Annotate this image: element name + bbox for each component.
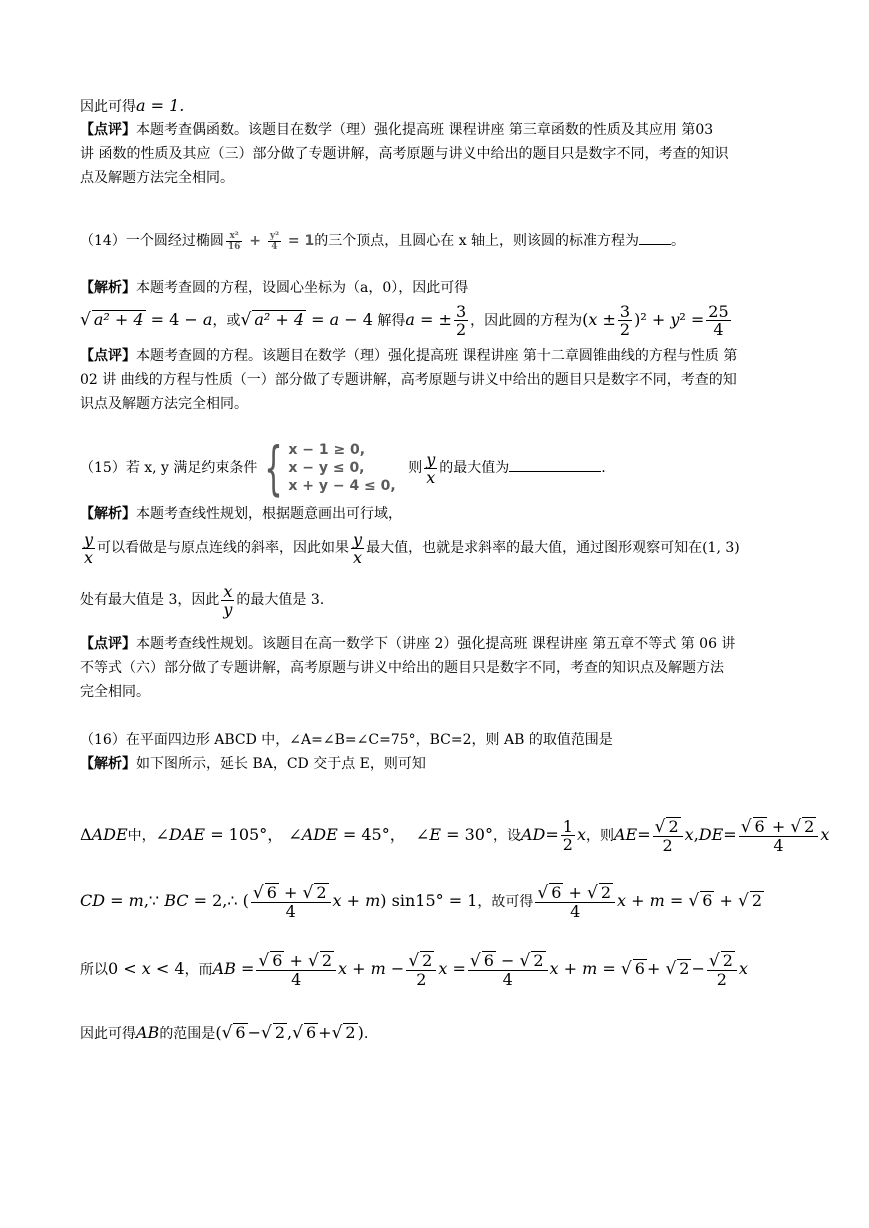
question-15: （15）若 x, y 满足约束条件 { x − 1 ≥ 0, x − y ≤ 0, x + y − 4 ≤ 0, 则 $\frac{y}{x}$ 的最大值为 .: [80, 434, 606, 502]
derivation-16-line3: 所以0 < x < 4，而AB = $\frac{√ 6 + √ 2}{4}$ x + m − $\frac{√ 2}{2}$ x = $\frac{√ 6 - √ 2}{4}$ x + m = √ 6 + √ 2 − $\frac{√ 2}{2}$ x: [80, 951, 748, 989]
comment-15-line1: [80, 634, 790, 654]
text: 本题考查圆的方程。该题目在数学（理）强化提高班 课程讲座 第十二章圆锥曲线的方程与性质 第: [136, 348, 738, 364]
question-16: [80, 730, 790, 750]
comment-tag: 【点评】: [80, 348, 136, 364]
answer-blank: [509, 471, 601, 472]
text: 所以: [80, 962, 108, 978]
text: .: [363, 1026, 369, 1042]
text: 识点及解题方法完全相同。: [80, 396, 248, 412]
fraction-x-over-y: $\frac{x}{y}$: [223, 581, 233, 619]
text: 讲 函数的性质及其应（三）部分做了专题讲解，高考原题与讲义中给出的题目只是数字不同，考查的知识: [80, 146, 729, 162]
text: 的最大值为: [439, 460, 510, 476]
comment-14-line1: [80, 346, 790, 366]
text: 可以看做是与原点连线的斜率，因此如果: [97, 540, 350, 556]
analysis-14-line1: [80, 278, 790, 298]
text: 因此可得: [80, 1026, 136, 1042]
analysis-tag: 【解析】: [80, 280, 136, 296]
derivation-16-line2: CD = m,∵ BC = 2,∴ ( $\frac{√ 6 + √ 2}{4}$ x + m) sin15° = 1，故可得 $\frac{√ 6 + √ 2}{4}$ x + m = √ 6 + √ 2: [80, 883, 763, 921]
answer-blank: [639, 244, 671, 245]
comment-15-line3: [80, 682, 790, 702]
brace-icon: {: [264, 434, 284, 502]
text: 的范围是: [159, 1026, 216, 1042]
text: 点及解题方法完全相同。: [80, 170, 234, 186]
math: a = 1.: [136, 96, 185, 115]
ellipse-equation: $\frac{\text{x²}}{16}$ + $\frac{\text{y²}}{4}$ = 1: [227, 230, 315, 252]
comment-13-line3: [80, 168, 790, 188]
analysis-tag: 【解析】: [80, 506, 136, 522]
text: 本题考查偶函数。该题目在数学（理）强化提高班 课程讲座 第三章函数的性质及其应用 第03: [136, 122, 714, 138]
comment-14-line2: [80, 370, 790, 390]
text: 完全相同。: [80, 684, 150, 700]
text: （15）若 x, y 满足约束条件: [80, 460, 258, 476]
analysis-15-line3: [80, 580, 790, 620]
constraint-system: [288, 441, 395, 495]
text: 本题考查线性规划。该题目在高一数学下（讲座 2）强化提高班 课程讲座 第五章不等式 第 06 讲: [136, 636, 736, 652]
final-answer-16: 因此可得AB的范围是(√ 6 −√ 2 ,√ 6 +√ 2 ).: [80, 1023, 369, 1043]
text: 中，: [127, 828, 156, 844]
text: ，或: [212, 313, 241, 329]
text: 解得: [377, 313, 406, 329]
text: 处有最大值是 3，因此: [80, 592, 220, 608]
text: 本题考查线性规划，根据题意画出可行域，: [136, 506, 402, 522]
analysis-15-line1: [80, 504, 790, 524]
constraint: x + y − 4 ≤ 0,: [288, 478, 396, 494]
conclusion-13: [80, 96, 790, 117]
fraction-y-over-x: $\frac{y}{x}$: [426, 449, 436, 487]
text: ，则: [585, 828, 614, 844]
math: (x ± $\frac{3}{2}$ )² + y² = $\frac{25}{4}$: [582, 302, 729, 339]
text: 不等式（六）部分做了专题讲解，高考原题与讲义中给出的题目只是数字不同，考查的知识点及解题方法: [80, 660, 724, 676]
comment-15-line2: [80, 658, 790, 678]
fraction-y-over-x: $\frac{y}{x}$: [84, 529, 94, 567]
constraint: x − 1 ≥ 0,: [288, 442, 366, 458]
comment-14-line3: [80, 394, 790, 414]
analysis-15-line2: [80, 528, 790, 568]
question-14: [80, 228, 790, 254]
analysis-14-line2: [80, 300, 790, 340]
text: 02 讲 曲线的方程与性质（一）部分做了专题讲解，高考原题与讲义中给出的题目只是数字不同，考查的知: [80, 372, 737, 388]
text: ，而: [184, 962, 213, 978]
text: 则: [408, 460, 423, 476]
text: 如下图所示，延长 BA，CD 交于点 E，则可知: [136, 756, 426, 772]
comment-13-line2: [80, 144, 790, 164]
text: 。: [671, 233, 686, 249]
fraction-y-over-x: $\frac{y}{x}$: [353, 529, 363, 567]
text: 因此可得: [80, 99, 136, 115]
math: √ a² + 4 = a − 4: [240, 310, 373, 330]
text: 本题考查圆的方程，设圆心坐标为（a，0），因此可得: [136, 280, 469, 296]
text: 的最大值是 3.: [236, 592, 325, 608]
text: ，设: [492, 828, 521, 844]
comment-tag: 【点评】: [80, 122, 136, 138]
derivation-16-line1: ΔADE中，∠DAE = 105°， ∠ADE = 45°， ∠E = 30°，设AD= $\frac{1}{2}$ x，则AE= $\frac{√ 2}{2}$ x,DE= $\frac{√ 6 + √ 2}{4}$ x: [80, 817, 830, 855]
text: ，故可得: [477, 894, 534, 910]
analysis-16-line1: [80, 754, 790, 774]
text: （14）一个圆经过椭圆: [80, 233, 224, 249]
math: a = ± $\frac{3}{2}$: [405, 302, 467, 339]
comment-tag: 【点评】: [80, 636, 136, 652]
text: ，因此圆的方程为: [470, 313, 583, 329]
analysis-tag: 【解析】: [80, 756, 136, 772]
text: 的三个顶点，且圆心在 x 轴上，则该圆的标准方程为: [314, 233, 640, 249]
comment-13-line1: [80, 120, 790, 140]
math: √ a² + 4 = 4 − a: [80, 310, 213, 330]
constraint: x − y ≤ 0,: [288, 460, 365, 476]
text: （16）在平面四边形 ABCD 中，∠A=∠B=∠C=75°，BC=2，则 AB 的取值范围是: [80, 732, 613, 748]
text: 最大值，也就是求斜率的最大值，通过图形观察可知在(1, 3): [366, 540, 740, 556]
